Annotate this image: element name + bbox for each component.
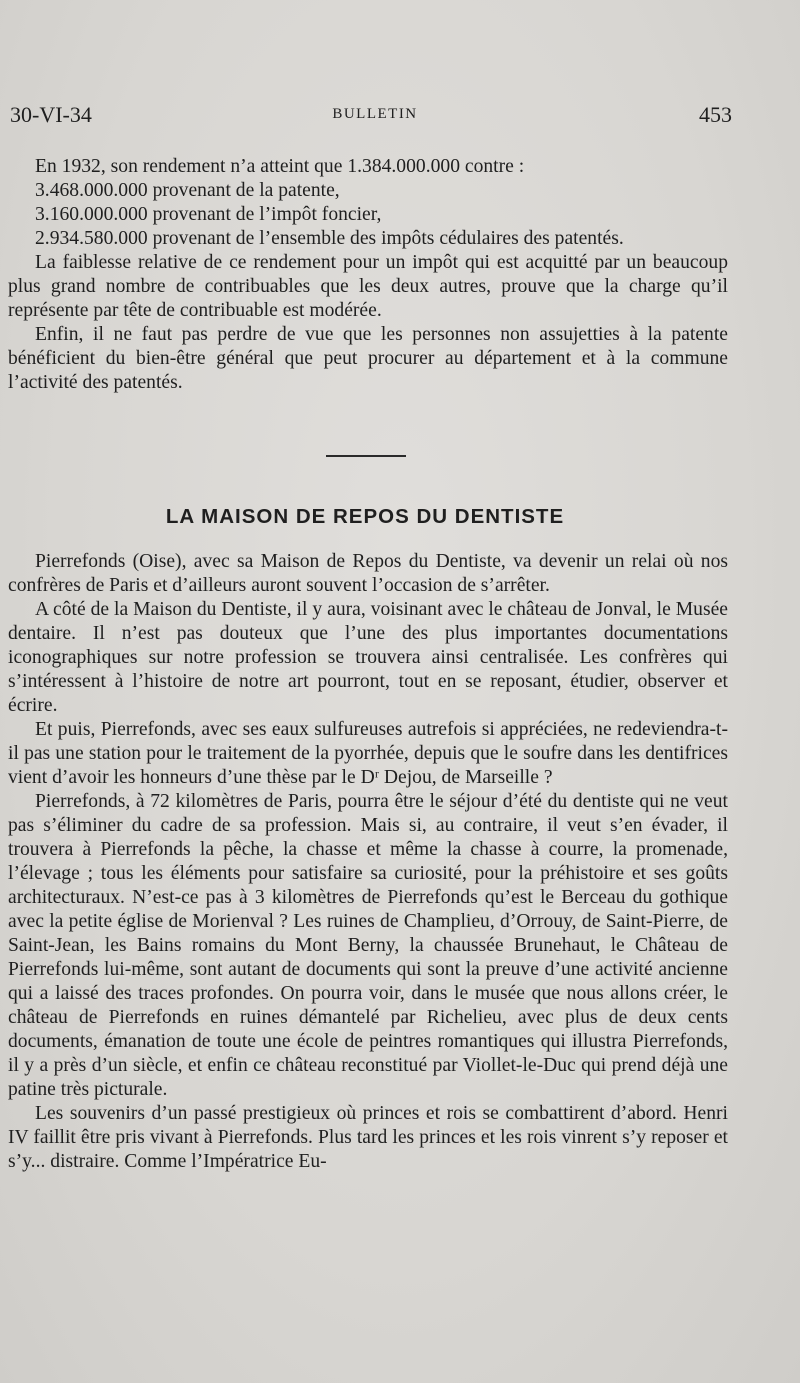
text-line: 3.468.000.000 provenant de la patente, <box>35 180 340 201</box>
paragraph: La faiblesse relative de ce rendement pour un impôt qui est acquitté par un beaucoup plus grand nombre de contribuables que les deux autres, prouve que la charge qu’il représente par tête de contribuable est modérée. <box>8 252 728 321</box>
paragraph: Les souvenirs d’un passé prestigieux où princes et rois se combattirent d’abord. Henri IV faillit être pris vivant à Pierrefonds. Plus tard les princes et les rois vinrent s’y reposer et s’y... distraire. Comme l’Impératrice Eu- <box>8 1103 728 1172</box>
text-line: 3.160.000.000 provenant de l’impôt foncier, <box>35 204 382 225</box>
paragraph: Et puis, Pierrefonds, avec ses eaux sulfureuses autrefois si appréciées, ne redeviendra-t-il pas une station pour le traitement de la pyorrhée, depuis que le soufre dans les dentifrices vient d’avoir les honneurs d’une thèse par le Dʳ Dejou, de Marseille ? <box>8 719 728 788</box>
header-title: BULLETIN <box>332 106 418 122</box>
paragraph: Enfin, il ne faut pas perdre de vue que les personnes non assujetties à la patente bénéficient du bien-être général que peut procurer au département et à la commune l’activité des patentés. <box>8 324 728 393</box>
section-divider <box>326 455 406 457</box>
text-line: En 1932, son rendement n’a atteint que 1.384.000.000 contre : <box>35 156 525 177</box>
header-date: 30-VI-34 <box>10 102 92 127</box>
paragraph: Pierrefonds, à 72 kilomètres de Paris, pourra être le séjour d’été du dentiste qui ne veut pas s’éliminer du cadre de sa profession. Mais si, au contraire, il veut s’en évader, il trouvera à Pierrefonds la pêche, la chasse et même la chasse à courre, la promenade, l’élevage ; tous les éléments pour satisfaire sa curiosité, pour la préhistoire et ses goûts architecturaux. N’est-ce pas à 3 kilomètres de Pierrefonds qu’est le Berceau du gothique avec la petite église de Morienval ? Les ruines de Champlieu, d’Orrouy, de Saint-Pierre, de Saint-Jean, les Bains romains du Mont Berny, la chaussée Brunehaut, le Château de Pierrefonds lui-même, sont autant de documents qui sont la preuve d’une activité ancienne qui a laissé des traces profondes. On pourra voir, dans le musée que nous allons créer, le château de Pierrefonds en ruines démantelé par Richelieu, avec plus de deux cents documents, émanation de toute une école de peintres romantiques qui illustra Pierrefonds, il y a près d’un siècle, et enfin ce château reconstitué par Viollet-le-Duc qui prend déjà une patine très picturale. <box>8 791 728 1100</box>
paragraph: A côté de la Maison du Dentiste, il y aura, voisinant avec le château de Jonval, le Musée dentaire. Il n’est pas douteux que l’une des plus importantes documentations iconographiques sur notre profession se trouvera ainsi centralisée. Les confrères qui s’intéressent à l’histoire de notre art pourront, tout en se reposant, étudier, observer et écrire. <box>8 599 728 716</box>
text-line: 2.934.580.000 provenant de l’ensemble des impôts cédulaires des patentés. <box>35 228 624 249</box>
tax-yield-section <box>8 155 728 395</box>
paragraph: Pierrefonds (Oise), avec sa Maison de Repos du Dentiste, va devenir un relai où nos confrères de Paris et d’ailleurs auront souvent l’occasion de s’arrêter. <box>8 551 728 596</box>
running-header <box>10 100 730 134</box>
article-title: LA MAISON DE REPOS DU DENTISTE <box>165 505 565 528</box>
page-number: 453 <box>699 102 732 127</box>
article-body <box>8 550 728 1174</box>
